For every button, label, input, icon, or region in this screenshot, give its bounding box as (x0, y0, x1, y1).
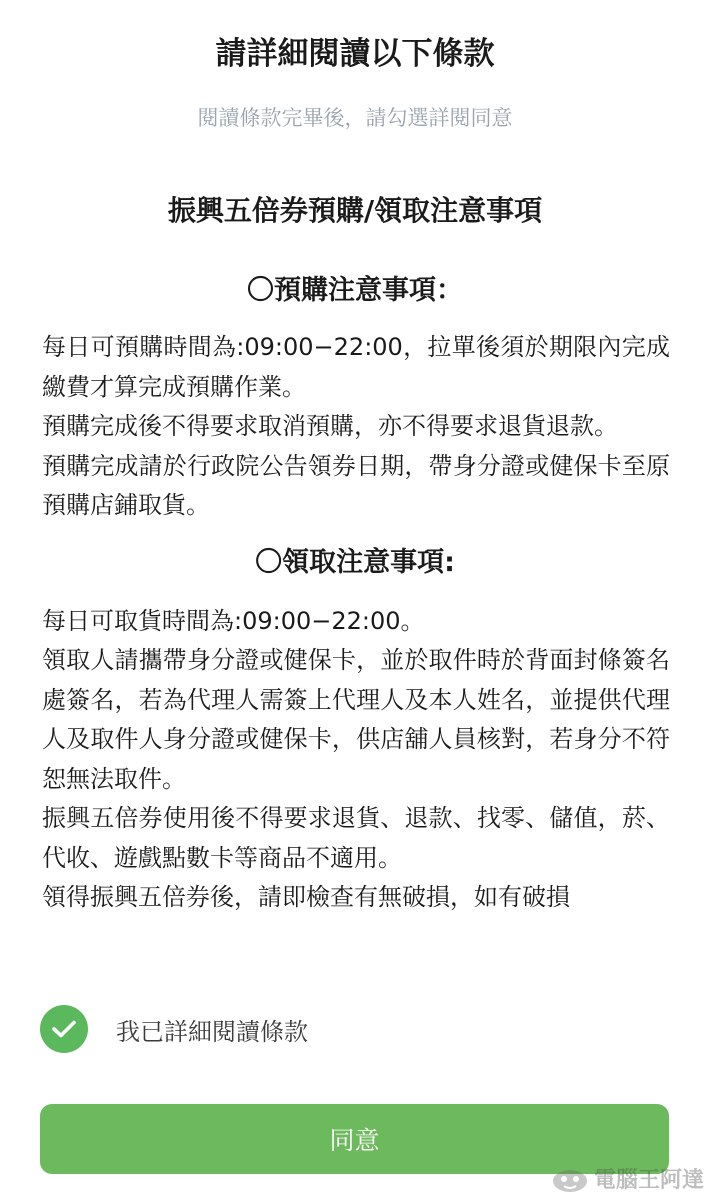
terms-scroll-area[interactable] (0, 186, 710, 960)
section-title-preorder: 〇預購注意事項： (247, 275, 463, 306)
checkmark-circle-icon[interactable] (40, 1005, 88, 1053)
terms-title: 振興五倍券預購/領取注意事項 (167, 194, 543, 227)
section-title-pickup: 〇領取注意事項: (255, 546, 455, 578)
paragraph: 振興五倍券使用後不得要求退貨、退款、找零、儲值，菸、代收、遊戲點數卡等商品不適用。 (42, 804, 670, 872)
paragraph: 領取人請攜帶身分證或健保卡，並於取件時於背面封條簽名處簽名，若為代理人需簽上代理人及本人姓名，並提供代理人及取件人身分證或健保卡，供店舖人員核對，若身分不符恕無法取件。 (42, 646, 670, 793)
page-title: 請詳細閱讀以下條款 (215, 36, 495, 72)
agree-checkbox-row[interactable] (40, 1004, 308, 1054)
section-body-pickup (0, 602, 710, 918)
watermark-text: 電腦王阿達 (593, 1168, 704, 1193)
agree-checkbox-label[interactable]: 我已詳細閱讀條款 (116, 1017, 308, 1046)
agree-button[interactable]: 同意 (40, 1104, 669, 1174)
paragraph: 預購完成後不得要求取消預購，亦不得要求退貨退款。 (42, 412, 618, 440)
paragraph: 領得振興五倍券後，請即檢查有無破損，如有破損 (42, 883, 570, 911)
paragraph: 預購完成請於行政院公告領券日期，帶身分證或健保卡至原預購店鋪取貨。 (42, 451, 670, 519)
page-subtitle: 閱讀條款完畢後，請勾選詳閱同意 (197, 106, 513, 130)
paragraph: 每日可取貨時間為:09:00−22:00。 (42, 606, 425, 635)
mascot-icon (550, 1164, 590, 1194)
paragraph: 每日可預購時間為:09:00−22:00，拉單後須於期限內完成繳費才算完成預購作業。 (42, 333, 670, 401)
section-body-preorder (0, 328, 710, 526)
watermark-logo (550, 1163, 704, 1194)
